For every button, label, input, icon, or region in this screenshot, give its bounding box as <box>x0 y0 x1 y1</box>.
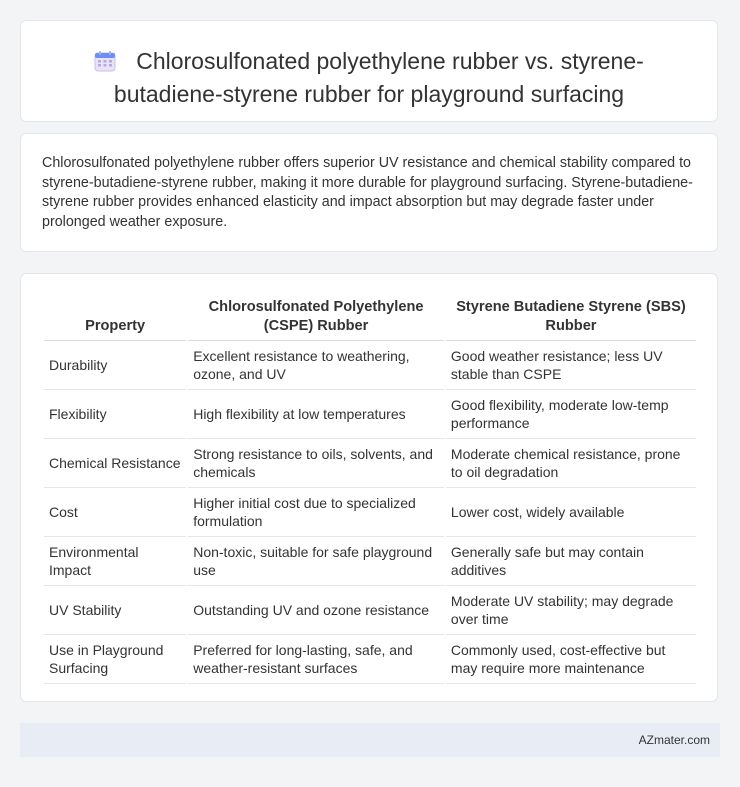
cspe-cell: Non-toxic, suitable for safe playground use <box>188 537 444 586</box>
cspe-cell: Strong resistance to oils, solvents, and chemicals <box>188 439 444 488</box>
cspe-cell: High flexibility at low temperatures <box>188 390 444 439</box>
table-row <box>44 439 696 488</box>
sbs-cell: Moderate chemical resistance, prone to oil degradation <box>446 439 696 488</box>
header-property: Property <box>44 296 186 341</box>
property-cell: Flexibility <box>44 390 186 439</box>
calendar-icon <box>94 48 116 70</box>
title-card <box>20 20 718 122</box>
title-line-1: Chlorosulfonated polyethylene rubber vs. styrene- <box>136 48 644 74</box>
footer-source: AZmater.com <box>638 733 710 747</box>
property-cell: Durability <box>44 341 186 390</box>
property-cell: UV Stability <box>44 586 186 635</box>
property-cell: Chemical Resistance <box>44 439 186 488</box>
table-row <box>44 586 696 635</box>
table-row <box>44 488 696 537</box>
intro-card <box>20 133 718 252</box>
table-row <box>44 341 696 390</box>
cspe-cell: Excellent resistance to weathering, ozone, and UV <box>188 341 444 390</box>
table-row <box>44 390 696 439</box>
sbs-cell: Commonly used, cost-effective but may require more maintenance <box>446 635 696 684</box>
title-line-2: butadiene-styrene rubber for playground surfacing <box>113 81 625 107</box>
comparison-table <box>42 296 698 684</box>
table-row <box>44 537 696 586</box>
header-cspe: Chlorosulfonated Polyethylene (CSPE) Rubber <box>188 296 444 341</box>
cspe-cell: Higher initial cost due to specialized formulation <box>188 488 444 537</box>
property-cell: Environmental Impact <box>44 537 186 586</box>
sbs-cell: Good weather resistance; less UV stable than CSPE <box>446 341 696 390</box>
sbs-cell: Lower cost, widely available <box>446 488 696 537</box>
header-sbs: Styrene Butadiene Styrene (SBS) Rubber <box>446 296 696 341</box>
comparison-card <box>20 273 718 702</box>
cspe-cell: Outstanding UV and ozone resistance <box>188 586 444 635</box>
cspe-cell: Preferred for long-lasting, safe, and weather-resistant surfaces <box>188 635 444 684</box>
property-cell: Use in Playground Surfacing <box>44 635 186 684</box>
table-header-row <box>44 296 696 341</box>
sbs-cell: Good flexibility, moderate low-temp performance <box>446 390 696 439</box>
footer-bar <box>20 723 720 757</box>
property-cell: Cost <box>44 488 186 537</box>
table-row <box>44 635 696 684</box>
intro-text: Chlorosulfonated polyethylene rubber offers superior UV resistance and chemical stability compared to styrene-butadiene-styrene rubber, making it more durable for playground surfacing. Styrene-butadiene-styrene rubber provides enhanced elasticity and impact absorption but may degrade faster under prolonged weather exposure. <box>42 155 693 230</box>
sbs-cell: Moderate UV stability; may degrade over time <box>446 586 696 635</box>
sbs-cell: Generally safe but may contain additives <box>446 537 696 586</box>
page-title <box>21 45 717 111</box>
